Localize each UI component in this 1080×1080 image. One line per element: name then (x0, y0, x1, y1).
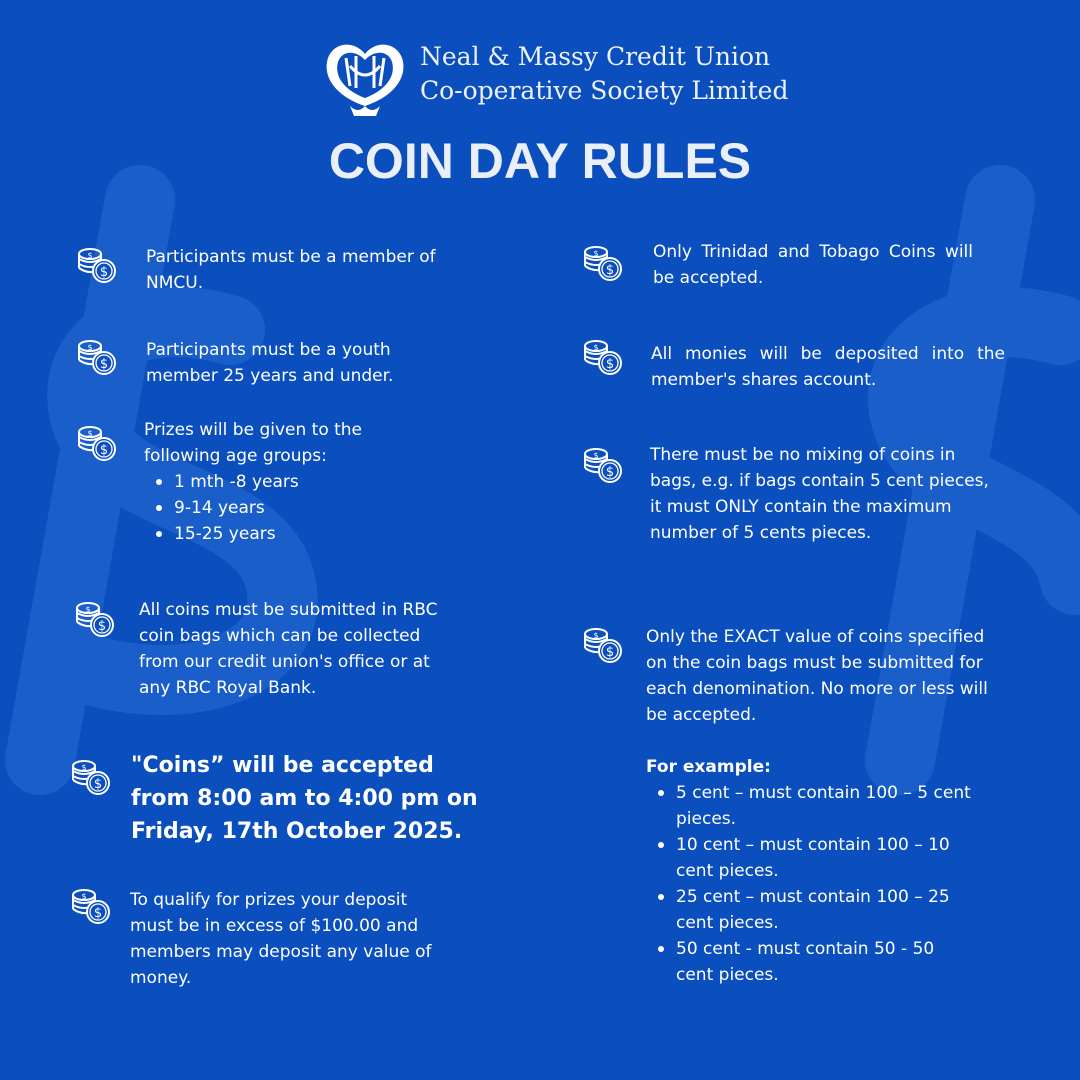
coins-dollar-icon (76, 338, 118, 378)
rule-text (144, 417, 404, 547)
page-title: COIN DAY RULES (328, 133, 752, 189)
nmcu-logo (320, 36, 410, 116)
coins-dollar-icon (76, 246, 118, 286)
list-item: 25 cent – must contain 100 – 25 cent pieces. (676, 884, 976, 936)
rule-text: Participants must be a member of NMCU. (146, 247, 436, 293)
org-name-line1: Neal & Massy Credit Union (420, 42, 771, 71)
example-list (646, 780, 976, 988)
list-item: 15-25 years (174, 521, 404, 547)
org-name-line2: Co-operative Society Limited (420, 76, 789, 105)
list-item: 1 mth -8 years (174, 469, 404, 495)
coins-dollar-icon (582, 446, 624, 486)
rule-text: All monies will be deposited into the member's shares account. (651, 344, 1005, 390)
list-item: 50 cent - must contain 50 - 50 cent pieces. (676, 936, 976, 988)
rule-text: "Coins” will be accepted from 8:00 am to 4:00 pm on Friday, 17th October 2025. (131, 753, 478, 844)
age-group-list (144, 469, 404, 547)
header (0, 30, 1080, 120)
coins-dollar-icon (582, 626, 624, 666)
rule-body: Only the EXACT value of coins specified on the coin bags must be submitted for each denomination. No more or less will be accepted. (646, 627, 988, 725)
organization-name (420, 40, 788, 108)
coins-dollar-icon (582, 338, 624, 378)
coins-dollar-icon (70, 887, 112, 927)
rule-text: All coins must be submitted in RBC coin bags which can be collected from our credit union's office or at any RBC Royal Bank. (139, 600, 438, 698)
rule-text: There must be no mixing of coins in bags, e.g. if bags contain 5 cent pieces, it must ONLY contain the maximum number of 5 cents pieces. (650, 445, 989, 543)
list-item: 5 cent – must contain 100 – 5 cent pieces. (676, 780, 976, 832)
coins-dollar-icon (70, 758, 112, 798)
rule-text: To qualify for prizes your deposit must be in excess of $100.00 and members may deposit any value of money. (130, 890, 432, 988)
coins-dollar-icon (76, 424, 118, 464)
example-heading: For example: (646, 757, 771, 777)
list-item: 10 cent – must contain 100 – 10 cent pieces. (676, 832, 976, 884)
rule-heading: Prizes will be given to the following age groups: (144, 420, 363, 466)
coins-dollar-icon (582, 244, 624, 284)
rule-text: Only Trinidad and Tobago Coins will be accepted. (653, 242, 973, 288)
rule-text: Participants must be a youth member 25 years and under. (146, 340, 394, 386)
list-item: 9-14 years (174, 495, 404, 521)
rule-text (646, 624, 998, 988)
coins-dollar-icon (74, 600, 116, 640)
